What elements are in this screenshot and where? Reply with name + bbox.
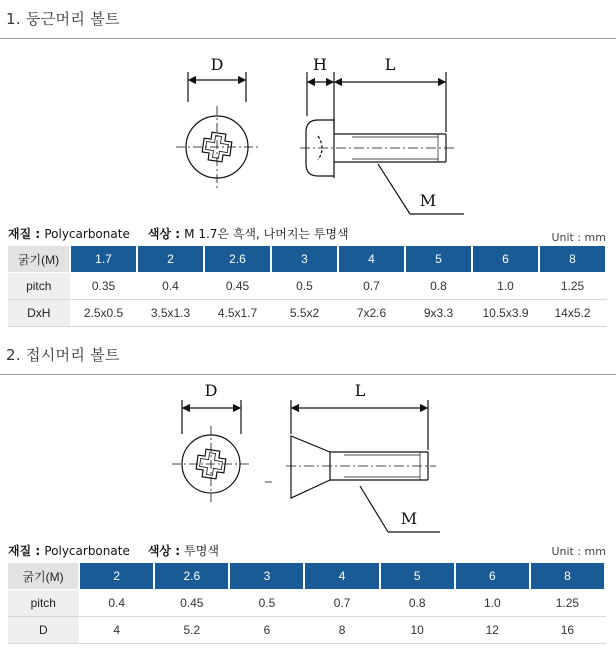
material-info: [8, 542, 219, 559]
spec-table-flat-head: [8, 563, 606, 644]
table-cell: 5.5x2: [271, 300, 338, 327]
section-title-flat-head: 2. 접시머리 볼트: [6, 346, 120, 364]
row-label: pitch: [8, 273, 70, 300]
dimension-label-m: M: [419, 191, 437, 210]
table-cell: 0.4: [137, 273, 204, 300]
table-header-cell: 6: [472, 246, 539, 273]
spec-table-round-head: [8, 246, 607, 327]
row-label: D: [8, 617, 79, 644]
table-header-cell: 1.7: [70, 246, 137, 273]
material-value: Polycarbonate: [44, 544, 130, 558]
dimension-label-d: D: [210, 55, 224, 74]
material-label: 재질 :: [8, 544, 45, 558]
color-label: 색상 :: [147, 227, 185, 241]
material-label: 재질 :: [8, 227, 45, 241]
section-divider: [0, 38, 616, 39]
dimension-label-h: H: [313, 55, 327, 74]
section-divider: [0, 374, 616, 375]
table-cell: 0.45: [154, 590, 229, 617]
table-cell: 0.8: [380, 590, 455, 617]
table-cell: 10.5x3.9: [472, 300, 539, 327]
dimension-label-m: M: [400, 509, 418, 528]
row-label: pitch: [8, 590, 79, 617]
table-cell: 1.0: [472, 273, 539, 300]
table-cell: 7x2.6: [338, 300, 405, 327]
round-head-bolt-diagram: [0, 40, 616, 230]
table-header-label: 굵기(M): [8, 246, 70, 273]
table-cell: 0.45: [204, 273, 271, 300]
table-header-label: 굵기(M): [8, 563, 79, 590]
row-label: DxH: [8, 300, 70, 327]
table-header-cell: 3: [229, 563, 304, 590]
table-cell: 4.5x1.7: [204, 300, 271, 327]
table-row: [8, 300, 606, 327]
table-cell: 14x5.2: [539, 300, 606, 327]
material-info: [8, 225, 349, 242]
table-header-cell: 2: [137, 246, 204, 273]
table-header-cell: 3: [271, 246, 338, 273]
table-cell: 8: [304, 617, 379, 644]
table-row: [8, 617, 605, 644]
table-cell: 12: [455, 617, 530, 644]
table-header-cell: 2.6: [204, 246, 271, 273]
table-cell: 0.8: [405, 273, 472, 300]
table-header-row: [8, 246, 606, 273]
unit-label: Unit : mm: [551, 545, 606, 558]
table-cell: 1.25: [530, 590, 605, 617]
table-cell: 16: [530, 617, 605, 644]
table-cell: 0.7: [304, 590, 379, 617]
dimension-label-l: L: [354, 381, 366, 400]
table-header-cell: 2.6: [154, 563, 229, 590]
table-header-cell: 4: [338, 246, 405, 273]
table-header-cell: 8: [539, 246, 606, 273]
table-header-cell: 6: [455, 563, 530, 590]
table-row: [8, 590, 605, 617]
table-header-cell: 5: [380, 563, 455, 590]
table-cell: 0.4: [79, 590, 154, 617]
section-title-round-head: 1. 둥근머리 볼트: [6, 10, 120, 28]
color-value: 투명색: [184, 544, 219, 558]
table-header-row: [8, 563, 605, 590]
table-header-cell: 5: [405, 246, 472, 273]
table-cell: 1.0: [455, 590, 530, 617]
unit-label: Unit : mm: [551, 231, 606, 244]
dimension-label-l: L: [384, 55, 396, 74]
table-header-cell: 4: [304, 563, 379, 590]
table-cell: 0.35: [70, 273, 137, 300]
table-header-cell: 2: [79, 563, 154, 590]
table-cell: 4: [79, 617, 154, 644]
table-header-cell: 8: [530, 563, 605, 590]
flat-head-bolt-diagram: [0, 376, 616, 536]
table-cell: 5.2: [154, 617, 229, 644]
material-value: Polycarbonate: [44, 227, 130, 241]
table-cell: 0.5: [271, 273, 338, 300]
table-cell: 2.5x0.5: [70, 300, 137, 327]
table-row: [8, 273, 606, 300]
color-value: M 1.7은 흑색, 나머지는 투명색: [184, 227, 349, 241]
table-cell: 6: [229, 617, 304, 644]
table-cell: 0.5: [229, 590, 304, 617]
table-cell: 9x3.3: [405, 300, 472, 327]
color-label: 색상 :: [147, 544, 185, 558]
table-cell: 10: [380, 617, 455, 644]
table-cell: 3.5x1.3: [137, 300, 204, 327]
table-cell: 1.25: [539, 273, 606, 300]
table-cell: 0.7: [338, 273, 405, 300]
dimension-label-d: D: [204, 381, 218, 400]
